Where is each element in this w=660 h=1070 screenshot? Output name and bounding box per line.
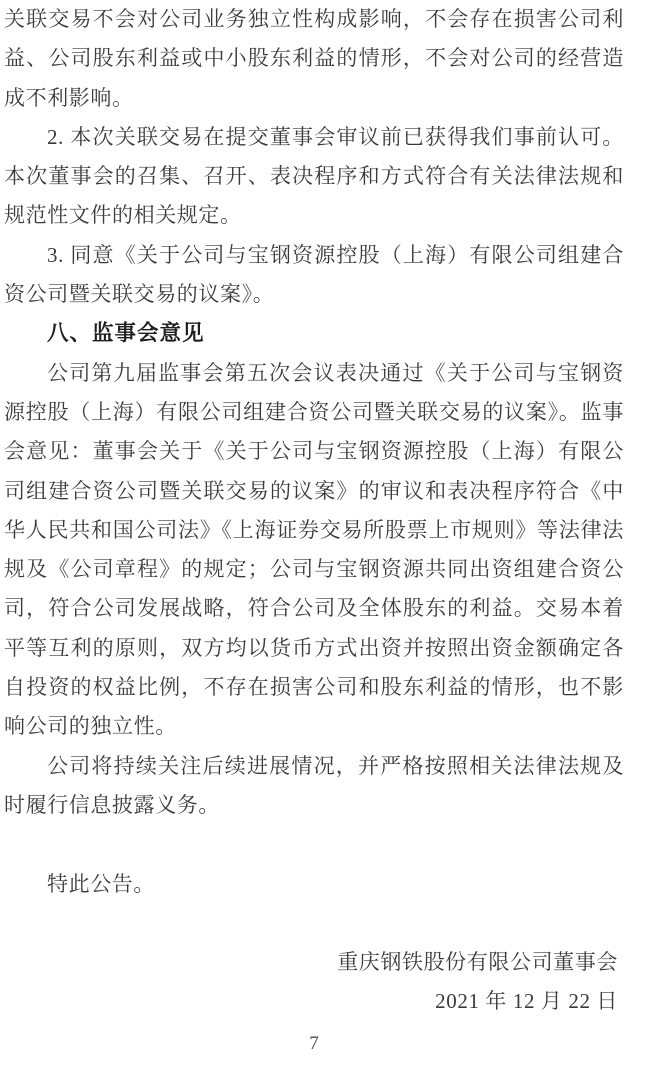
section-heading-supervisory-board-opinion: 八、监事会意见 [47, 321, 205, 346]
paragraph-item-2: 2. 本次关联交易在提交董事会审议前已获得我们事前认可。本次董事会的召集、召开、表决程序和方式符合有关法律法规和规范性文件的相关规定。 [4, 124, 624, 228]
paragraph-continuation: 关联交易不会对公司业务独立性构成影响，不会存在损害公司利益、公司股东利益或中小股东利益的情形，不会对公司的经营造成不利影响。 [4, 7, 624, 110]
paragraph-disclosure-commitment: 公司将持续关注后续进展情况，并严格按照相关法律法规及时履行信息披露义务。 [4, 753, 624, 817]
closing-statement: 特此公告。 [47, 871, 155, 896]
page-number: 7 [309, 1033, 319, 1054]
paragraph-item-3: 3. 同意《关于公司与宝钢资源控股（上海）有限公司组建合资公司暨关联交易的议案》。 [4, 242, 624, 307]
signature-company-board: 重庆钢铁股份有限公司董事会 [337, 950, 618, 975]
paragraph-supervisory-opinion: 公司第九届监事会第五次会议表决通过《关于公司与宝钢资源控股（上海）有限公司组建合资公司暨关联交易的议案》。监事会意见：董事会关于《关于公司与宝钢资源控股（上海）有限公司组建合资公司暨关联交易的议案》的审议和表决程序符合《中华人民共和国公司法》《上海证券交易所股票上市规则》等法律法规及《公司章程》的规定；公司与宝钢资源共同出资组建合资公司，符合公司发展战略，符合公司及全体股东的利益。交易本着平等互利的原则，双方均以货币方式出资并按照出资金额确定各自投资的权益比例，不存在损害公司和股东利益的情形，也不影响公司的独立性。 [4, 360, 624, 739]
announcement-date: 2021 年 12 月 22 日 [435, 989, 618, 1014]
